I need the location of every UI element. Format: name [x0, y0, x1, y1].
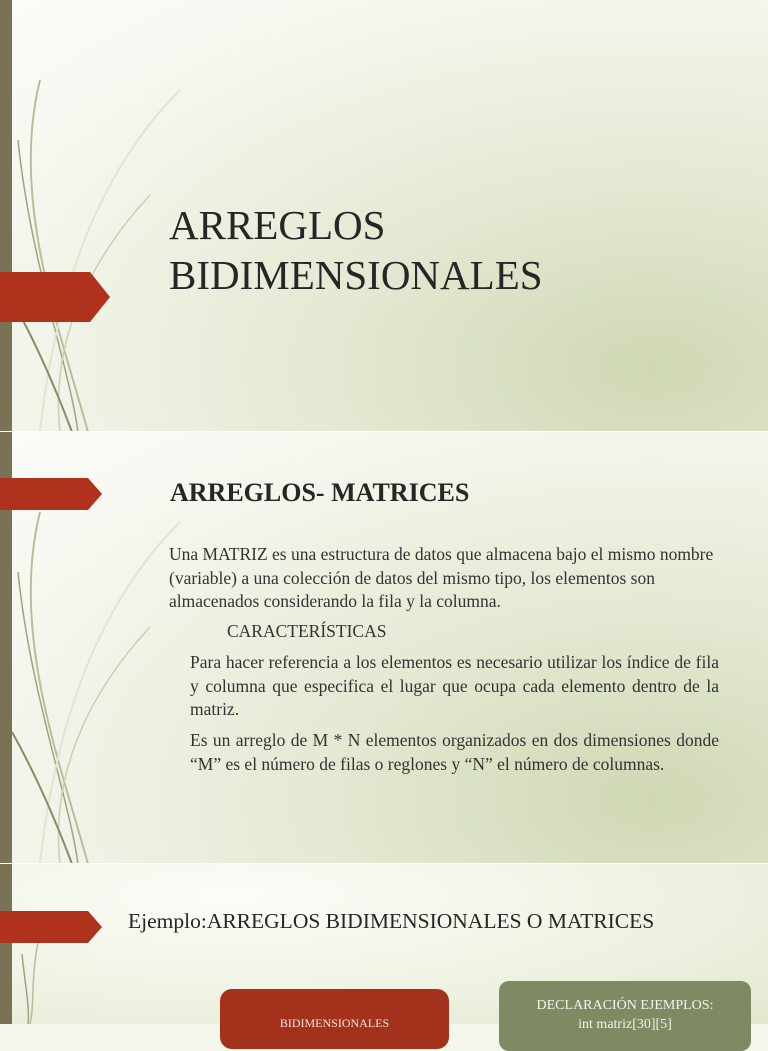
box-green-line-2: int matriz[30][5]	[578, 1017, 672, 1032]
title-line-1: ARREGLOS	[169, 202, 386, 248]
title-line-2: BIDIMENSIONALES	[169, 252, 543, 298]
bullet-item	[169, 729, 719, 776]
bullet-item	[169, 651, 719, 722]
red-arrow-tab	[0, 478, 102, 510]
bidimensionales-box	[220, 989, 449, 1049]
bullet-text: Para hacer referencia a los elementos es necesario utilizar los índice de fila y columna que especifica el lugar que ocupa cada elemento dentro de la matriz.	[190, 652, 719, 719]
slide-1-title	[169, 200, 543, 300]
slide-1	[0, 0, 768, 432]
slide-2-heading: ARREGLOS- MATRICES	[170, 478, 470, 507]
red-arrow-tab	[0, 911, 102, 943]
bullet-text: Es un arreglo de M * N elementos organizados en dos dimensiones donde “M” es el número de filas o reglones y “N” el número de columnas.	[190, 730, 719, 774]
red-arrow-tab	[0, 272, 110, 322]
definition-paragraph: Una MATRIZ es una estructura de datos que almacena bajo el mismo nombre (variable) a una colección de datos del mismo tipo, los elementos son almacenados considerando la fila y la columna.	[169, 544, 714, 611]
box-red-label: BIDIMENSIONALES	[279, 1016, 390, 1030]
declaracion-box	[499, 981, 751, 1051]
decorative-swirl-lines	[0, 864, 120, 1024]
characteristics-subheading: CARACTERÍSTICAS	[227, 621, 387, 641]
box-green-line-1: DECLARACIÓN EJEMPLOS:	[536, 998, 714, 1013]
slide-3-heading: Ejemplo:ARREGLOS BIDIMENSIONALES O MATRICES	[128, 909, 655, 933]
